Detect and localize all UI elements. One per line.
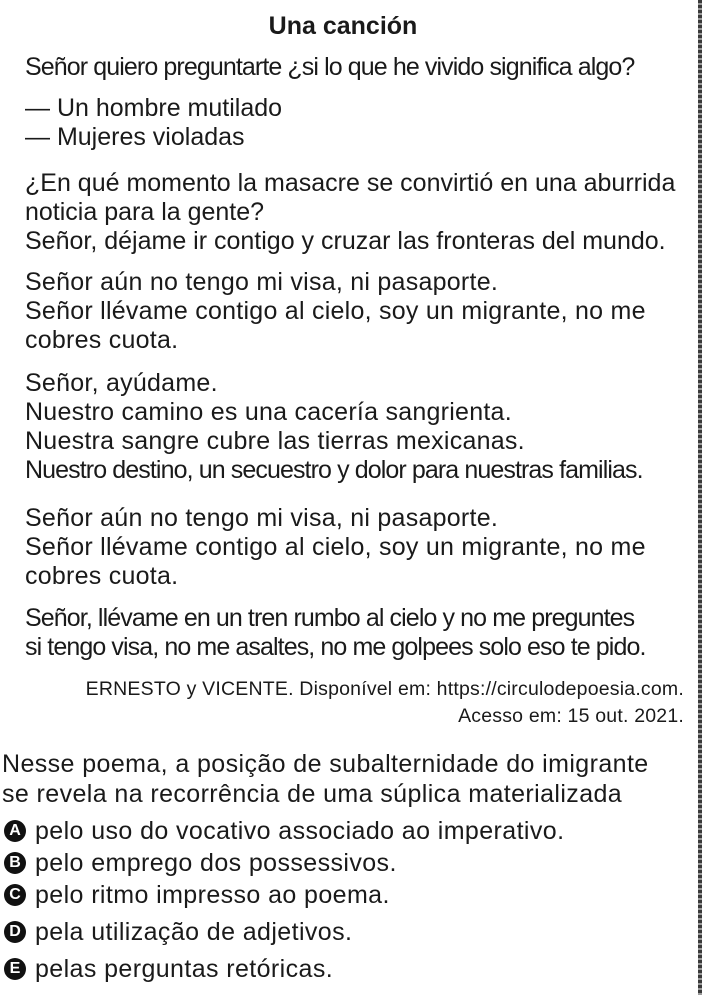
option-text: pelo ritmo impresso ao poema.	[35, 881, 390, 909]
poem-line: Señor aún no tengo mi visa, ni pasaporte.	[25, 268, 499, 296]
access-date: Acesso em: 15 out. 2021.	[458, 705, 684, 727]
poem-line: Señor llévame contigo al cielo, soy un migrante, no me	[25, 297, 646, 325]
option-text: pelo uso do vocativo associado ao imperativo.	[35, 817, 565, 845]
poem-line: — Un hombre mutilado	[25, 94, 283, 122]
option-a[interactable]	[4, 816, 564, 846]
option-letter-badge: E	[4, 958, 26, 980]
option-letter-badge: B	[4, 852, 26, 874]
option-letter-badge: C	[4, 884, 26, 906]
poem-line: cobres cuota.	[25, 562, 179, 590]
poem-line: Señor quiero preguntarte ¿si lo que he vivido significa algo?	[25, 53, 635, 81]
poem-line: Señor, déjame ir contigo y cruzar las fronteras del mundo.	[25, 227, 666, 255]
question-stem-line: se revela na recorrência de uma súplica materializada	[2, 780, 623, 808]
poem-line: cobres cuota.	[25, 326, 179, 354]
poem-line: Nuestro camino es una cacería sangrienta.	[25, 398, 512, 426]
right-border-rule	[698, 0, 702, 995]
poem-line: — Mujeres violadas	[25, 123, 245, 151]
option-text: pela utilização de adjetivos.	[35, 918, 353, 946]
question-stem-line: Nesse poema, a posição de subalternidade do imigrante	[2, 750, 649, 778]
poem-title: Una canción	[268, 12, 418, 40]
source-line: ERNESTO y VICENTE. Disponível em: https://circulodepoesia.com.	[85, 678, 684, 700]
poem-line: Señor llévame contigo al cielo, soy un migrante, no me	[25, 533, 646, 561]
option-d[interactable]	[4, 917, 352, 947]
option-e[interactable]	[4, 954, 333, 984]
question-stem	[2, 749, 649, 809]
poem-line: Señor aún no tengo mi visa, ni pasaporte.	[25, 504, 499, 532]
option-letter-badge: D	[4, 921, 26, 943]
source-citation	[86, 676, 684, 730]
poem-line: noticia para la gente?	[25, 198, 265, 226]
poem-line: Señor, llévame en un tren rumbo al cielo y no me preguntes	[25, 604, 635, 632]
poem-line: ¿En qué momento la masacre se convirtió en una aburrida	[25, 169, 676, 197]
poem-line: Señor, ayúdame.	[25, 369, 218, 397]
option-b[interactable]	[4, 848, 397, 878]
option-letter-badge: A	[4, 820, 26, 842]
poem-line: si tengo visa, no me asaltes, no me golpees solo eso te pido.	[25, 633, 646, 661]
option-text: pelo emprego dos possessivos.	[35, 849, 397, 877]
poem-line: Nuestro destino, un secuestro y dolor para nuestras familias.	[25, 456, 643, 484]
option-text: pelas perguntas retóricas.	[35, 955, 334, 983]
option-c[interactable]	[4, 880, 390, 910]
poem-line: Nuestra sangre cubre las tierras mexicanas.	[25, 427, 525, 455]
